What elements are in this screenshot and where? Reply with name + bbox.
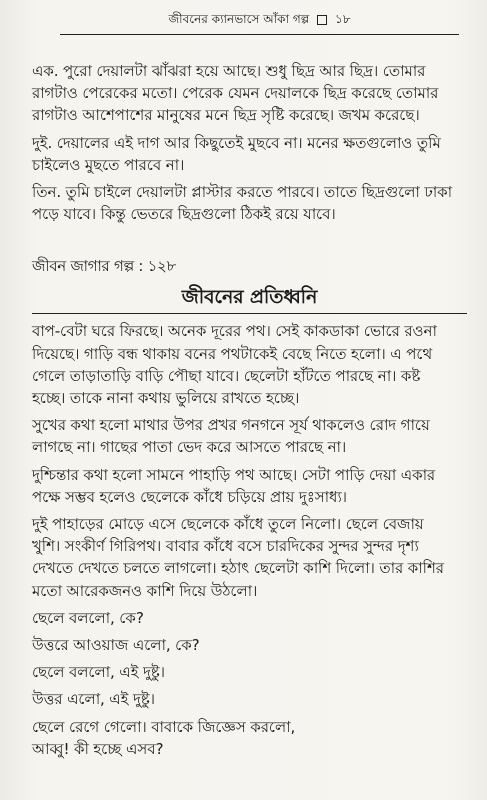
story-paragraph-4: দুই পাহাড়ের মোড়ে এসে ছেলেকে কাঁধে তুলে নিলো। ছেলে বেজায় খুশি। সংকীর্ণ গিরিপথ। বাবার কাঁধে বসে চারদিকের সুন্দর সুন্দর দৃশ্য দেখতে দেখতে চলতে লাগলো। হঠাৎ ছেলেটা কাশি দিলো। তার কাশির মতো আরেকজনও কাশি দিয়ে উঠলো। bbox=[32, 515, 444, 600]
dialogue-line-3: ছেলে বললো, এই দুষ্টু। bbox=[32, 663, 165, 682]
intro-paragraph-2: দুই. দেয়ালের এই দাগ আর কিছুতেই মুছবে না। মনের ক্ষতগুলোও তুমি চাইলেও মুছতে পারবে না। bbox=[32, 133, 441, 174]
intro-paragraph-3: তিন. তুমি চাইলে দেয়ালটা প্লাস্টার করতে পারবে। তাতে ছিদ্রগুলো ঢাকা পড়ে যাবে। কিন্তু ভেতরে ছিদ্রগুলো ঠিকই রয়ে যাবে। bbox=[32, 183, 452, 224]
dialogue-line-4: উত্তর এলো, এই দুষ্টু। bbox=[32, 690, 155, 709]
intro-paragraph-1: এক. পুরো দেয়ালটা ঝাঁঝরা হয়ে আছে। শুধু ছিদ্র আর ছিদ্র। তোমার রাগটাও পেরেকের মতো। পেরেক যেমন দেয়ালকে ছিদ্র করেছে তোমার রাগটাও আশেপাশের মানুষের মনে ছিদ্র সৃষ্টি করেছে। জখম করেছে। bbox=[32, 62, 439, 125]
page-number: ১৮ bbox=[334, 12, 351, 26]
dialogue-line-2: উত্তরে আওয়াজ এলো, কে? bbox=[32, 636, 200, 655]
dialogue-line-1: ছেলে বললো, কে? bbox=[32, 608, 144, 627]
story-paragraph-1: বাপ-বেটা ঘরে ফিরছে। অনেক দূরের পথ। সেই কাকডাকা ভোরে রওনা দিয়েছে। গাড়ি বন্ধ থাকায় বনের পথটাকেই বেছে নিতে হলো। এ পথে গেলে তাড়াতাড়ি বাড়ি পৌছা যাবে। ছেলেটা হাঁটতে পারছে না। কষ্ট হচ্ছে। তাকে নানা কথায় ভুলিয়ে রাখতে হচ্ছে। bbox=[32, 322, 437, 408]
title-rule bbox=[32, 313, 467, 314]
section-spacer bbox=[32, 230, 467, 256]
story-series-label: জীবন জাগার গল্প : ১২৮ bbox=[32, 258, 176, 276]
story-title: জীবনের প্রতিধ্বনি bbox=[181, 286, 318, 309]
header-separator-box bbox=[317, 15, 327, 25]
story-paragraph-3: দুশ্চিন্তার কথা হলো সামনে পাহাড়ি পথ আছে। সেটা পাড়ি দেয়া একার পক্ষে সম্ভব হলেও ছেলেকে কাঁধে চড়িয়ে প্রায় দুঃসাধ্য। bbox=[32, 465, 436, 506]
running-header bbox=[60, 4, 459, 35]
story-paragraph-2: সুখের কথা হলো মাথার উপর প্রখর গনগনে সূর্য থাকলেও রোদ গায়ে লাগছে না। গাছের পাতা ভেদ করে আসতে পারছে না। bbox=[32, 416, 430, 457]
dialogue-line-5: ছেলে রেগে গেলো। বাবাকে জিজ্ঞেস করলো, আব্বু! কী হচ্ছে এসব? bbox=[32, 717, 296, 758]
page-content bbox=[32, 60, 467, 765]
header-title: জীবনের ক্যানভাসে আঁকা গল্প bbox=[168, 12, 310, 26]
